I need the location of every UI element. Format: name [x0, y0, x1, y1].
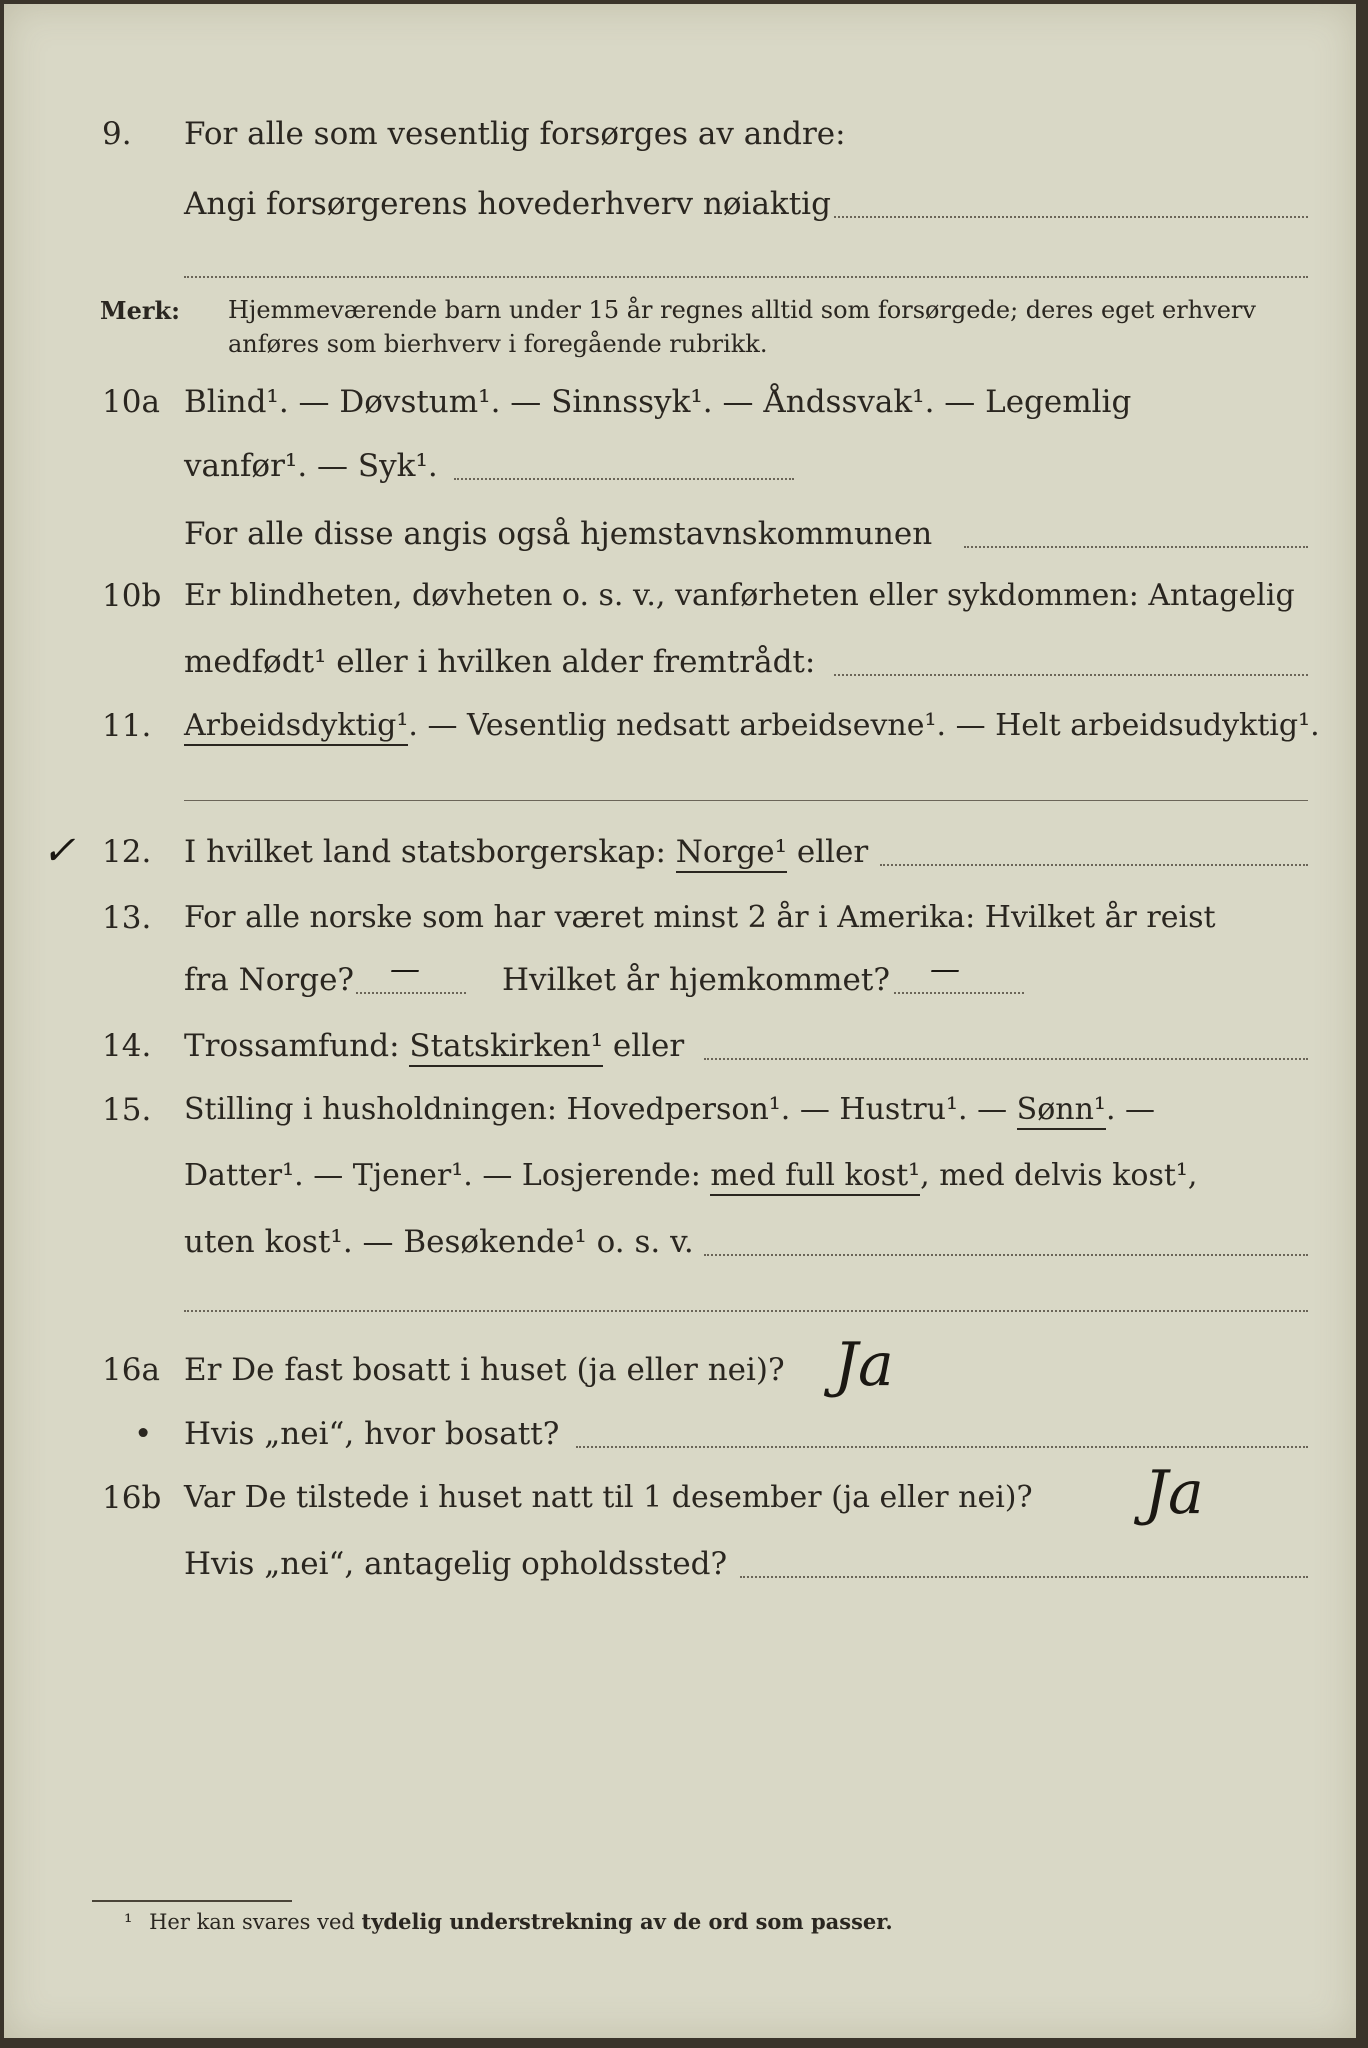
question-text: Hvis „nei“, hvor bosatt? — [184, 1416, 560, 1452]
question-text: Er blindheten, døvheten o. s. v., vanførheten eller sykdommen: Antagelig — [184, 578, 1295, 613]
question-14 — [4, 1028, 1356, 1080]
question-15 — [4, 1092, 1356, 1144]
question-text: For alle som vesentlig forsørges av andre: — [184, 116, 846, 152]
footnote — [124, 1909, 893, 1934]
question-text: Hvis „nei“, antagelig opholdssted? — [184, 1546, 728, 1582]
handwritten-answer: — — [930, 952, 960, 987]
question-number: 10a — [102, 384, 160, 420]
question-text — [184, 1158, 1197, 1193]
question-10a-line2 — [4, 448, 1356, 500]
question-text — [184, 834, 868, 870]
question-number: 12. — [102, 834, 152, 870]
question-text: vanfør¹. — Syk¹. — [184, 448, 438, 484]
option-text: , med delvis kost¹, — [920, 1158, 1198, 1193]
question-text: Angi forsørgerens hovederhverv nøiaktig — [184, 186, 831, 222]
question-9-line2 — [4, 186, 1356, 238]
answer-line[interactable] — [704, 1058, 1308, 1060]
answer-line[interactable] — [454, 478, 794, 480]
question-text: fra Norge? — [184, 962, 355, 998]
answer-line[interactable] — [356, 992, 466, 994]
check-mark: ✓ — [42, 828, 76, 874]
question-text: Hvilket år hjemkommet? — [502, 962, 890, 998]
option-text: eller — [787, 834, 869, 870]
note-text: anføres som bierhverv i foregående rubrikk. — [228, 330, 768, 358]
question-text: For alle disse angis også hjemstavnskommunen — [184, 516, 933, 552]
census-form-page — [4, 4, 1356, 2038]
handwritten-answer: Ja — [1144, 1458, 1204, 1528]
question-text: Var De tilstede i huset natt til 1 desember (ja eller nei)? — [184, 1480, 1033, 1515]
answer-line[interactable] — [184, 800, 1308, 801]
option-text: eller — [603, 1028, 685, 1064]
answer-line[interactable] — [576, 1446, 1308, 1448]
selected-option: Sønn¹ — [1017, 1092, 1106, 1130]
option-text: Datter¹. — Tjener¹. — Losjerende: — [184, 1158, 711, 1193]
note-label: Merk: — [100, 296, 180, 325]
question-16a — [4, 1330, 1356, 1404]
question-11 — [4, 708, 1356, 760]
question-number: 11. — [102, 708, 152, 744]
answer-line[interactable] — [894, 992, 1024, 994]
answer-line[interactable] — [964, 546, 1308, 548]
question-text: uten kost¹. — Besøkende¹ o. s. v. — [184, 1224, 694, 1260]
question-15-line3 — [4, 1224, 1356, 1276]
question-10a — [4, 384, 1356, 436]
handwritten-answer: — — [390, 952, 420, 987]
question-label: Trossamfund: — [184, 1028, 410, 1064]
question-text: medfødt¹ eller i hvilken alder fremtrådt: — [184, 644, 816, 680]
question-number: 9. — [102, 116, 132, 152]
selected-option: med full kost¹ — [710, 1158, 920, 1196]
selected-option: Arbeidsdyktig¹ — [184, 708, 408, 746]
question-16b — [4, 1458, 1356, 1532]
question-number: 13. — [102, 900, 152, 936]
question-label: I hvilket land statsborgerskap: — [184, 834, 676, 870]
answer-line[interactable] — [834, 674, 1308, 676]
answer-line[interactable] — [704, 1254, 1308, 1256]
question-text — [184, 708, 1320, 743]
footnote-text: Her kan svares ved — [149, 1910, 362, 1934]
option-text: . — — [1105, 1092, 1156, 1127]
bullet: • — [134, 1416, 153, 1452]
answer-line[interactable] — [740, 1576, 1308, 1578]
question-15-line2 — [4, 1158, 1356, 1210]
question-10a-line3 — [4, 516, 1356, 568]
option-text: Stilling i husholdningen: Hovedperson¹. — Hustru¹. — — [184, 1092, 1017, 1127]
question-number: 14. — [102, 1028, 152, 1064]
answer-line[interactable] — [834, 216, 1308, 218]
question-16b-line2 — [4, 1546, 1356, 1598]
answer-line[interactable] — [880, 864, 1308, 866]
note-text: Hjemmeværende barn under 15 år regnes alltid som forsørgede; deres eget erhverv — [228, 296, 1256, 324]
question-number: 15. — [102, 1092, 152, 1128]
question-number: 16b — [102, 1480, 162, 1516]
selected-option: Statskirken¹ — [409, 1028, 603, 1067]
footnote-emphasis: tydelig understrekning av de ord som passer. — [361, 1909, 893, 1934]
answer-line[interactable] — [184, 1310, 1308, 1312]
question-13-line2 — [4, 952, 1356, 1014]
question-number: 16a — [102, 1352, 160, 1388]
option-text: . — Vesentlig nedsatt arbeidsevne¹. — Helt arbeidsudyktig¹. — [408, 708, 1320, 743]
question-number: 10b — [102, 578, 162, 614]
question-text — [184, 1092, 1155, 1127]
question-text: Blind¹. — Døvstum¹. — Sinnssyk¹. — Åndssvak¹. — Legemlig — [184, 384, 1132, 420]
selected-option: Norge¹ — [676, 834, 787, 873]
question-10b-line2 — [4, 644, 1356, 696]
question-9 — [4, 116, 1356, 168]
question-13 — [4, 900, 1356, 952]
handwritten-answer: Ja — [834, 1330, 894, 1400]
footnote-rule — [92, 1900, 292, 1902]
answer-line[interactable] — [184, 276, 1308, 278]
question-text: For alle norske som har været minst 2 år i Amerika: Hvilket år reist — [184, 900, 1216, 935]
question-text: Er De fast bosatt i huset (ja eller nei)? — [184, 1352, 785, 1388]
footnote-mark: ¹ — [124, 1910, 133, 1934]
question-10b — [4, 578, 1356, 630]
question-12 — [4, 828, 1356, 886]
question-text — [184, 1028, 684, 1064]
